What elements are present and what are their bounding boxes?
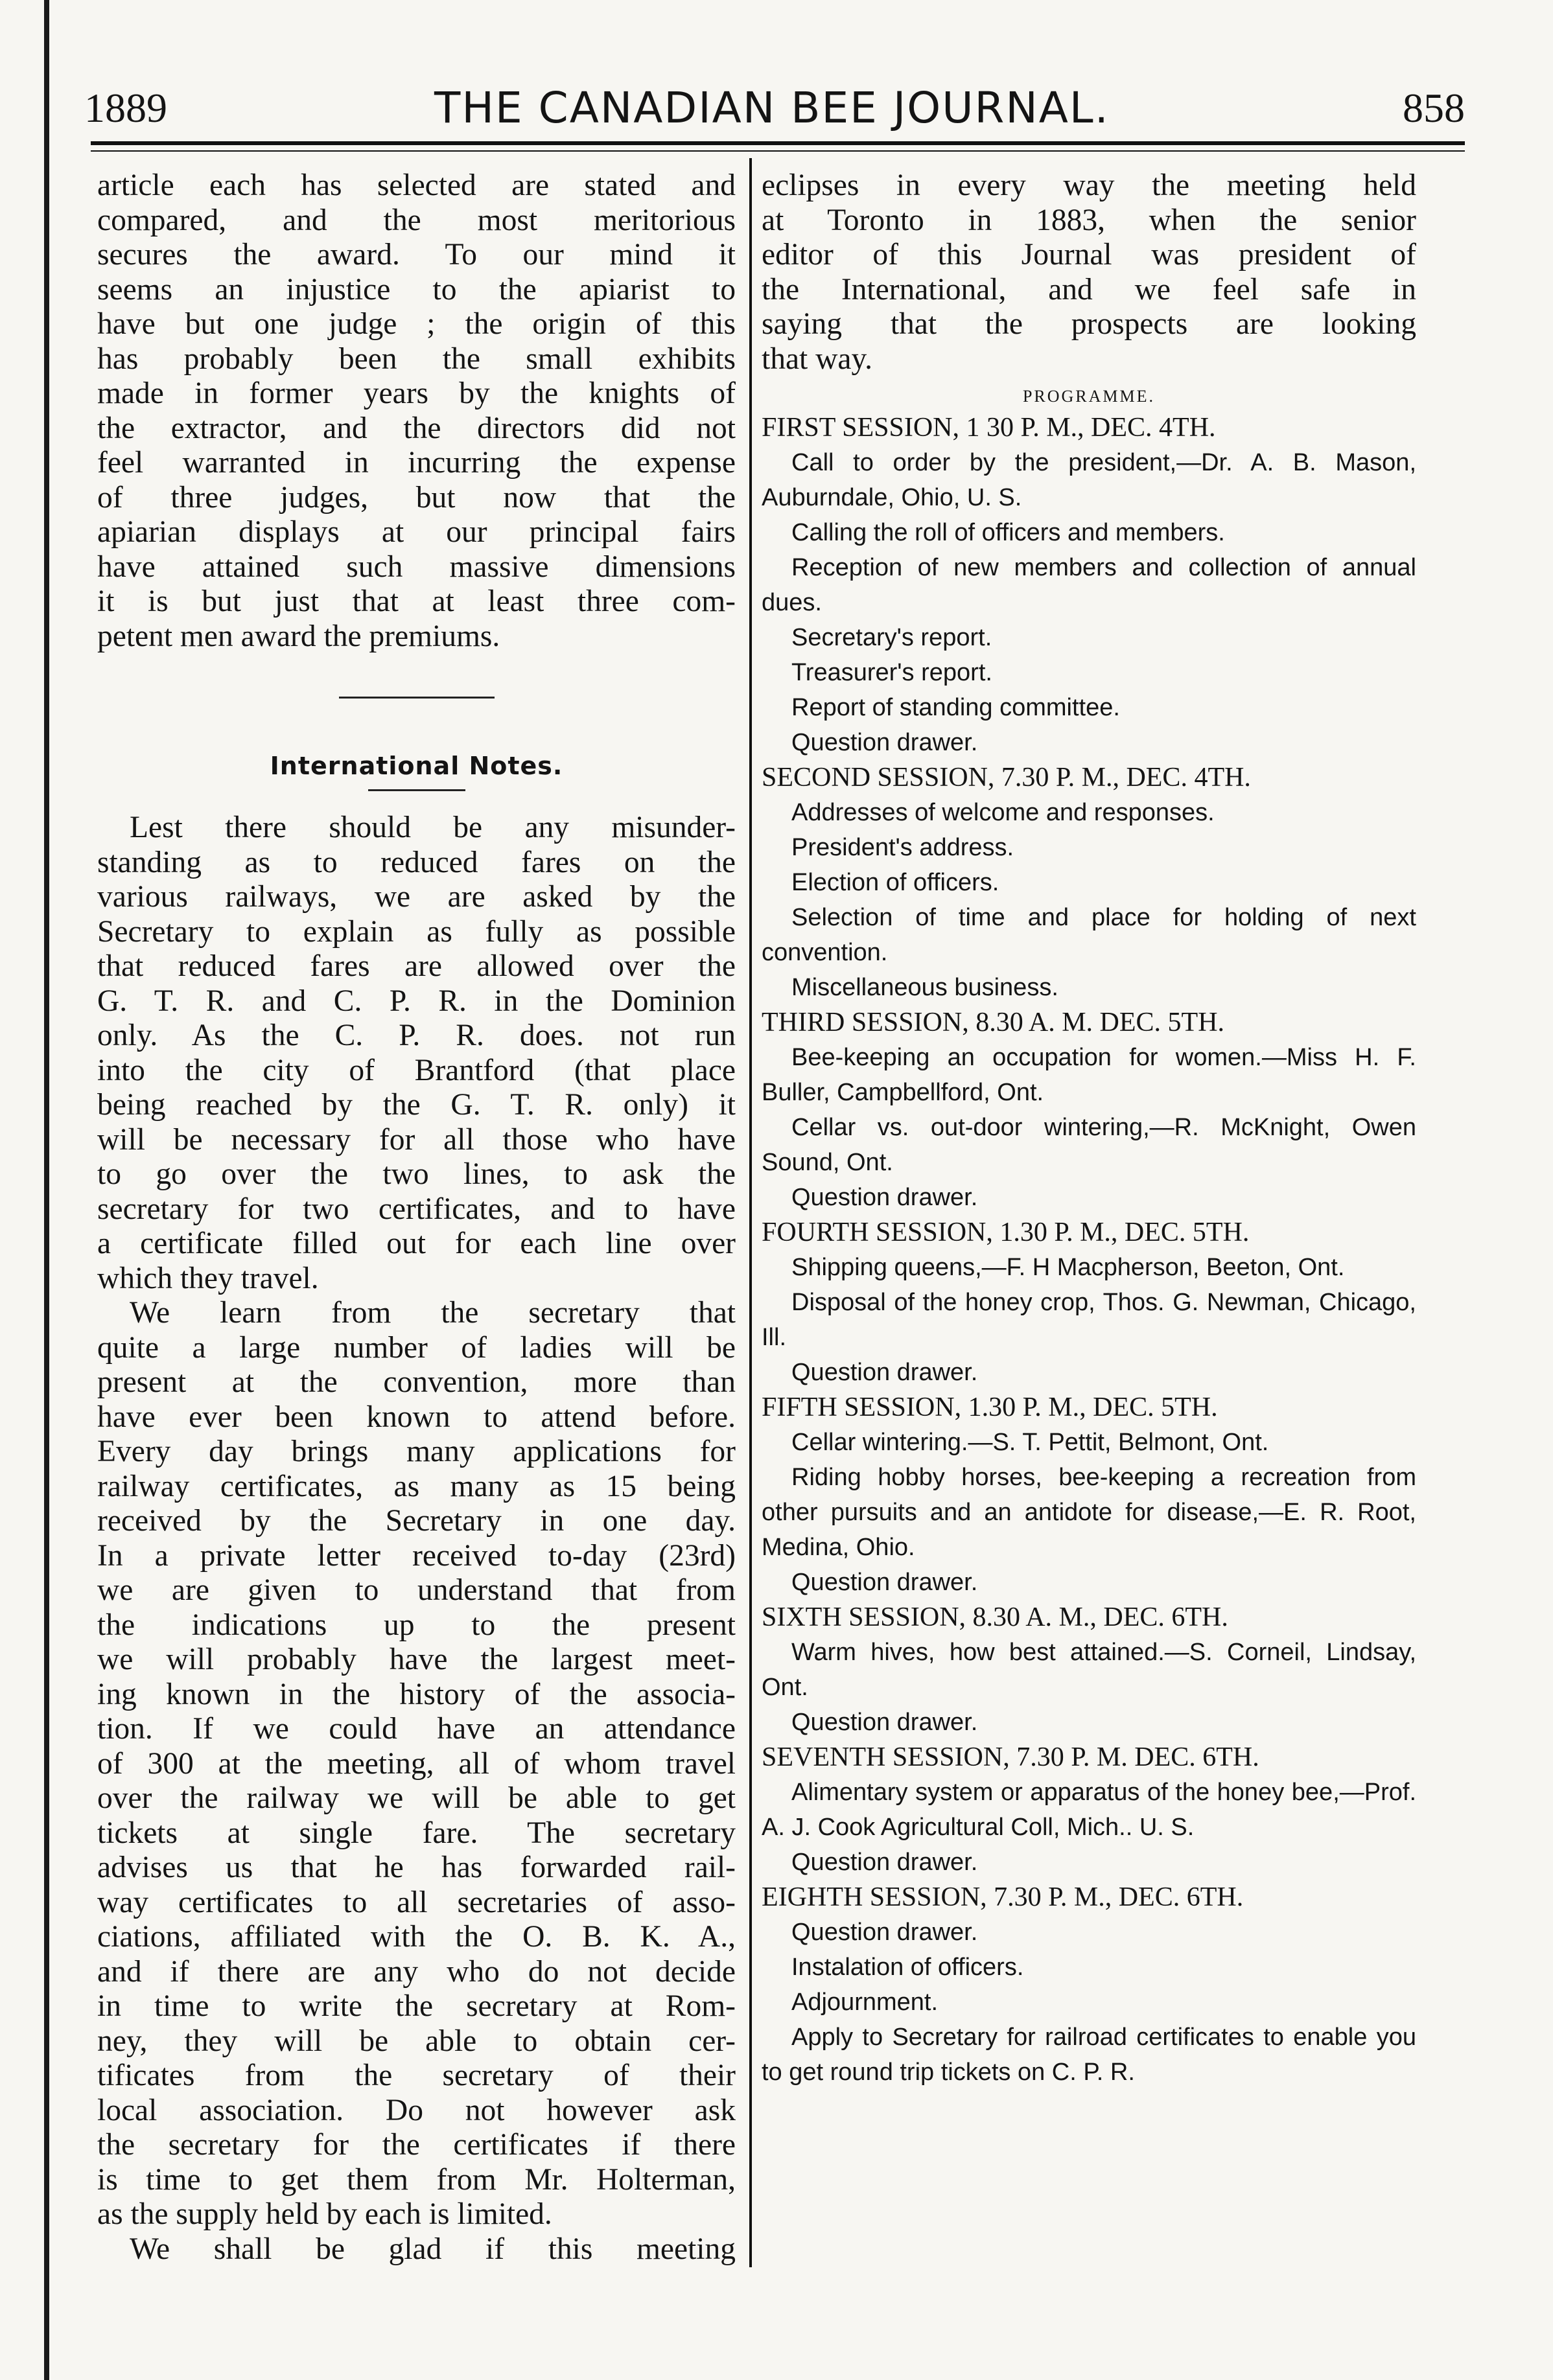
- text-line: is time to get them from Mr. Holterman,: [97, 2162, 736, 2197]
- text-line: article each has selected are stated and: [97, 168, 736, 202]
- session-item: Question drawer.: [791, 1184, 978, 1211]
- text-line: we are given to understand that from: [97, 1573, 736, 1607]
- section-heading: International Notes.: [270, 752, 563, 780]
- heading-rule: [368, 789, 465, 791]
- text-line: a certificate filled out for each line over: [97, 1227, 736, 1260]
- text-line: has probably been the small exhibits: [97, 341, 736, 376]
- text-line: being reached by the G. T. R. only) it: [97, 1088, 736, 1122]
- text-line: the indications up to the present: [97, 1608, 736, 1642]
- text-line: in time to write the secretary at Rom-: [97, 1989, 736, 2023]
- text-line: have ever been known to attend before.: [97, 1400, 736, 1434]
- session-item: Selection of time and place for holding of next convention.: [762, 904, 1416, 966]
- text-line: over the railway we will be able to get: [97, 1781, 736, 1815]
- text-line: ciations, affiliated with the O. B. K. A.,: [97, 1920, 736, 1954]
- session-item: Cellar vs. out-door wintering,—R. McKnight, Owen Sound, Ont.: [762, 1114, 1416, 1176]
- session-item: Instalation of officers.: [791, 1954, 1024, 1981]
- session-item: Question drawer.: [791, 1849, 978, 1876]
- session-item: Question drawer.: [791, 1919, 978, 1946]
- text-line: which they travel.: [97, 1261, 319, 1295]
- text-line: G. T. R. and C. P. R. in the Dominion: [97, 984, 736, 1018]
- text-line: apiarian displays at our principal fairs: [97, 515, 736, 549]
- continued-paragraph: [762, 168, 1416, 376]
- session-item: Report of standing committee.: [791, 694, 1120, 721]
- session-item: Question drawer.: [791, 1569, 978, 1596]
- closing-note: Apply to Secretary for railroad certificates to enable you to get round trip tickets on C. P. R.: [762, 2024, 1416, 2086]
- text-line: as the supply held by each is limited.: [97, 2197, 552, 2231]
- text-line: compared, and the most meritorious: [97, 203, 736, 237]
- text-line: standing as to reduced fares on the: [97, 845, 736, 879]
- session-title: FIRST SESSION, 1 30 P. M., DEC. 4TH.: [762, 413, 1216, 443]
- text-line: of 300 at the meeting, all of whom travel: [97, 1746, 736, 1781]
- session-title: FOURTH SESSION, 1.30 P. M., DEC. 5TH.: [762, 1218, 1250, 1247]
- intro-paragraph: [97, 168, 736, 654]
- text-line: tificates from the secretary of their: [97, 2059, 736, 2092]
- journal-title: THE CANADIAN BEE JOURNAL.: [434, 83, 1110, 133]
- session-title: FIFTH SESSION, 1.30 P. M., DEC. 5TH.: [762, 1392, 1218, 1422]
- page-header: [84, 78, 1465, 149]
- text-line: secretary for two certificates, and to have: [97, 1192, 736, 1226]
- session-item: Addresses of welcome and responses.: [791, 799, 1215, 826]
- text-line: tickets at single fare. The secretary: [97, 1816, 736, 1850]
- text-line: In a private letter received to-day (23rd): [97, 1538, 736, 1573]
- session-item: Bee-keeping an occupation for women.—Miss H. F. Buller, Campbellford, Ont.: [762, 1044, 1416, 1106]
- session-item: Question drawer.: [791, 729, 978, 756]
- text-line: have but one judge ; the origin of this: [97, 307, 736, 341]
- text-line: secures the award. To our mind it: [97, 238, 736, 272]
- text-line: ney, they will be able to obtain cer-: [97, 2024, 736, 2058]
- text-line: will be necessary for all those who have: [97, 1122, 736, 1157]
- section-rule: [339, 697, 495, 699]
- page-binding-edge: [44, 0, 49, 2380]
- text-line: eclipses in every way the meeting held: [762, 168, 1416, 202]
- session-item: Secretary's report.: [791, 624, 992, 651]
- text-line: the secretary for the certificates if there: [97, 2128, 736, 2162]
- page-number: 858: [1403, 85, 1465, 131]
- text-line: present at the convention, more than: [97, 1365, 736, 1399]
- text-line: feel warranted in incurring the expense: [97, 446, 736, 479]
- text-line: into the city of Brantford (that place: [97, 1053, 736, 1087]
- programme-sessions: [762, 410, 1416, 2020]
- session-title: SECOND SESSION, 7.30 P. M., DEC. 4TH.: [762, 763, 1251, 792]
- session-item: Treasurer's report.: [791, 659, 992, 686]
- session-item: Question drawer.: [791, 1709, 978, 1736]
- text-line: Lest there should be any misunder-: [130, 811, 736, 844]
- session-title: SIXTH SESSION, 8.30 A. M., DEC. 6TH.: [762, 1602, 1228, 1632]
- text-line: and if there are any who do not decide: [97, 1954, 736, 1989]
- text-line: railway certificates, as many as 15 being: [97, 1469, 736, 1503]
- text-line: editor of this Journal was president of: [762, 238, 1416, 272]
- text-line: it is but just that at least three com-: [97, 584, 736, 618]
- session-item: Calling the roll of officers and members.: [791, 519, 1225, 546]
- text-line: the International, and we feel safe in: [762, 272, 1416, 306]
- text-line: made in former years by the knights of: [97, 376, 736, 410]
- session-item: Alimentary system or apparatus of the honey bee,—Prof. A. J. Cook Agricultural Coll, Mich.. U. S.: [762, 1779, 1416, 1841]
- text-line: petent men award the premiums.: [97, 619, 500, 653]
- text-line: ing known in the history of the associa-: [97, 1677, 736, 1711]
- text-line: seems an injustice to the apiarist to: [97, 272, 736, 306]
- text-line: at Toronto in 1883, when the senior: [762, 203, 1416, 237]
- session-item: Cellar wintering.—S. T. Pettit, Belmont, Ont.: [791, 1429, 1269, 1456]
- programme-title: PROGRAMME.: [1022, 387, 1156, 406]
- session-title: THIRD SESSION, 8.30 A. M. DEC. 5TH.: [762, 1008, 1225, 1037]
- text-line: the extractor, and the directors did not: [97, 411, 736, 445]
- text-line: We shall be glad if this meeting: [130, 2232, 736, 2266]
- session-item: Call to order by the president,—Dr. A. B. Mason, Auburndale, Ohio, U. S.: [762, 449, 1416, 511]
- text-line: received by the Secretary in one day.: [97, 1504, 736, 1538]
- text-line: of three judges, but now that the: [97, 480, 736, 514]
- text-line: that way.: [762, 341, 873, 376]
- session-item: President's address.: [791, 834, 1014, 861]
- session-item: Warm hives, how best attained.—S. Corneil, Lindsay, Ont.: [762, 1639, 1416, 1701]
- text-line: we will probably have the largest meet-: [97, 1643, 736, 1676]
- text-line: way certificates to all secretaries of asso-: [97, 1885, 736, 1919]
- header-rule-thin: [91, 150, 1465, 152]
- session-item: Election of officers.: [791, 869, 999, 896]
- text-line: that reduced fares are allowed over the: [97, 949, 736, 983]
- session-item: Riding hobby horses, bee-keeping a recreation from other pursuits and an antidote for disease,—E. R. Root, Medina, Ohio.: [762, 1464, 1416, 1561]
- header-year: 1889: [84, 85, 167, 131]
- text-line: Every day brings many applications for: [97, 1435, 736, 1468]
- left-column: [97, 168, 736, 2267]
- session-item: Adjournment.: [791, 1989, 939, 2016]
- attendance-paragraph: [97, 1296, 736, 2232]
- text-line: local association. Do not however ask: [97, 2093, 736, 2127]
- header-rule: [91, 141, 1465, 145]
- text-line: various railways, we are asked by the: [97, 880, 736, 914]
- text-line: only. As the C. P. R. does. not run: [97, 1019, 736, 1052]
- column-divider: [749, 158, 752, 2267]
- session-item: Question drawer.: [791, 1359, 978, 1386]
- text-line: saying that the prospects are looking: [762, 307, 1416, 341]
- session-title: SEVENTH SESSION, 7.30 P. M. DEC. 6TH.: [762, 1742, 1259, 1772]
- session-title: EIGHTH SESSION, 7.30 P. M., DEC. 6TH.: [762, 1882, 1244, 1912]
- text-line: Secretary to explain as fully as possible: [97, 914, 736, 949]
- fares-paragraph: [97, 811, 736, 1296]
- session-item: Disposal of the honey crop, Thos. G. Newman, Chicago, Ill.: [762, 1289, 1416, 1351]
- session-item: Shipping queens,—F. H Macpherson, Beeton, Ont.: [791, 1254, 1345, 1281]
- text-line: quite a large number of ladies will be: [97, 1330, 736, 1365]
- session-item: Miscellaneous business.: [791, 974, 1058, 1001]
- text-line: tion. If we could have an attendance: [97, 1712, 736, 1746]
- right-column: [762, 168, 1416, 2090]
- text-line: advises us that he has forwarded rail-: [97, 1851, 736, 1884]
- text-line: We learn from the secretary that: [130, 1296, 736, 1330]
- session-item: Reception of new members and collection of annual dues.: [762, 554, 1416, 616]
- text-line: have attained such massive dimensions: [97, 549, 736, 584]
- closing-paragraph: [97, 2232, 736, 2267]
- text-line: to go over the two lines, to ask the: [97, 1157, 736, 1191]
